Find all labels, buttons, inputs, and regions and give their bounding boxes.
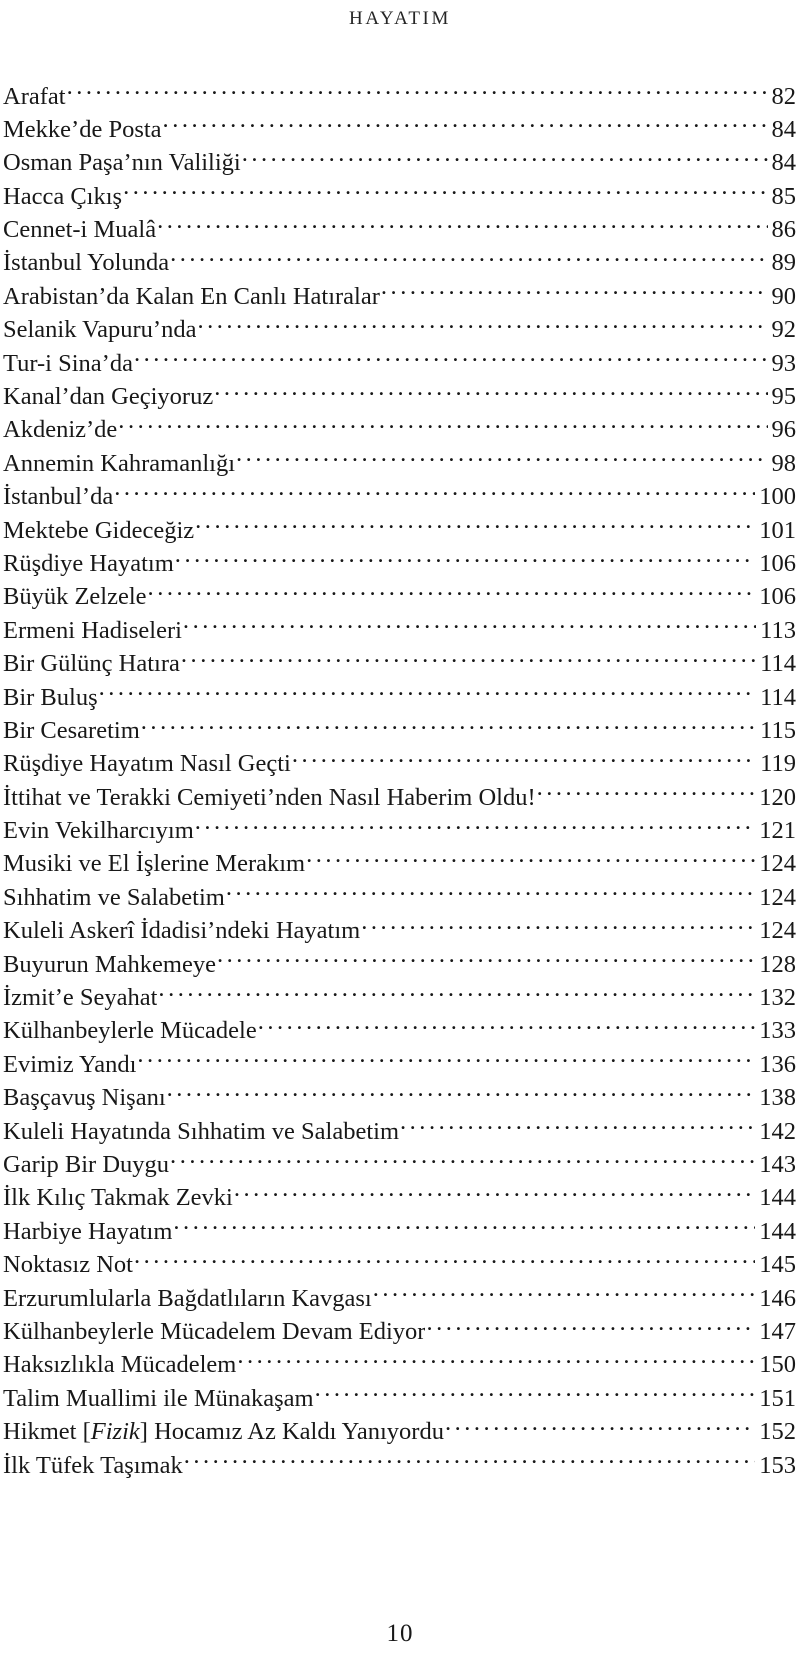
toc-entry[interactable]: [3, 1448, 796, 1481]
toc-entry-page-number: 136: [759, 1050, 796, 1078]
toc-entry-page-number: 120: [759, 783, 796, 811]
toc-dot-leader: [400, 1114, 755, 1139]
toc-dot-leader: [170, 1148, 755, 1173]
toc-entry-page-number: 146: [759, 1284, 796, 1312]
toc-entry-title: Osman Paşa’nın Valiliği: [3, 149, 241, 177]
toc-entry-page-number: 128: [759, 950, 796, 978]
toc-dot-leader: [537, 780, 756, 805]
toc-entry-title: Hikmet [Fizik] Hocamız Az Kaldı Yanıyordu: [3, 1418, 444, 1446]
toc-entry-page-number: 85: [771, 182, 796, 210]
toc-dot-leader: [197, 313, 767, 338]
toc-entry-page-number: 98: [771, 449, 796, 477]
toc-entry-page-number: 100: [759, 483, 796, 511]
toc-entry-page-number: 124: [759, 883, 796, 911]
toc-entry-page-number: 151: [759, 1384, 796, 1412]
toc-entry-title: Evimiz Yandı: [3, 1050, 137, 1078]
toc-entry-page-number: 95: [771, 383, 796, 411]
toc-entry-page-number: 133: [759, 1017, 796, 1045]
toc-dot-leader: [67, 79, 768, 104]
toc-dot-leader: [99, 680, 757, 705]
toc-entry[interactable]: [3, 713, 796, 746]
toc-entry[interactable]: [3, 947, 796, 980]
toc-entry-title: Musiki ve El İşlerine Merakım: [3, 850, 306, 878]
toc-entry[interactable]: [3, 1248, 796, 1281]
toc-entry[interactable]: [3, 313, 796, 346]
toc-entry-page-number: 147: [759, 1317, 796, 1345]
toc-entry-page-number: 84: [771, 115, 796, 143]
toc-entry[interactable]: [3, 780, 796, 813]
toc-entry[interactable]: [3, 1114, 796, 1147]
toc-entry-page-number: 84: [771, 149, 796, 177]
toc-entry-title: Haksızlıkla Mücadelem: [3, 1351, 237, 1379]
toc-entry-title: Kanal’dan Geçiyoruz: [3, 383, 214, 411]
table-of-contents: [3, 79, 796, 1481]
toc-entry-title: Evin Vekilharcıyım: [3, 817, 194, 845]
toc-entry-page-number: 138: [759, 1084, 796, 1112]
toc-entry-page-number: 144: [759, 1217, 796, 1245]
toc-dot-leader: [445, 1415, 755, 1440]
toc-entry-title: Annemin Kahramanlığı: [3, 449, 236, 477]
toc-entry-title: Akdeniz’de: [3, 416, 118, 444]
toc-entry[interactable]: [3, 279, 796, 312]
toc-entry-page-number: 114: [760, 683, 796, 711]
toc-entry[interactable]: [3, 1081, 796, 1114]
toc-dot-leader: [306, 847, 755, 872]
toc-dot-leader: [175, 546, 755, 571]
toc-entry-title: Kuleli Askerî İdadisi’ndeki Hayatım: [3, 917, 361, 945]
toc-dot-leader: [118, 413, 767, 438]
toc-dot-leader: [361, 914, 755, 939]
toc-dot-leader: [157, 213, 767, 238]
toc-dot-leader: [292, 747, 756, 772]
toc-dot-leader: [163, 112, 768, 137]
toc-dot-leader: [134, 346, 768, 371]
toc-entry-page-number: 153: [759, 1451, 796, 1479]
toc-entry[interactable]: [3, 880, 796, 913]
toc-entry-page-number: 101: [759, 516, 796, 544]
toc-entry-title: Arafat: [3, 82, 66, 110]
toc-entry[interactable]: [3, 747, 796, 780]
toc-entry-title: Buyurun Mahkemeye: [3, 950, 216, 978]
toc-entry-page-number: 106: [759, 583, 796, 611]
toc-entry-title: Cennet-i Mualâ: [3, 216, 157, 244]
toc-entry-title: Bir Gülünç Hatıra: [3, 650, 180, 678]
toc-entry-title: İlk Kılıç Takmak Zevki: [3, 1184, 233, 1212]
toc-entry-title: Külhanbeylerle Mücadelem Devam Ediyor: [3, 1317, 426, 1345]
toc-entry-page-number: 124: [759, 850, 796, 878]
toc-entry-page-number: 96: [771, 416, 796, 444]
toc-dot-leader: [141, 713, 756, 738]
toc-entry[interactable]: [3, 380, 796, 413]
toc-entry[interactable]: [3, 179, 796, 212]
toc-entry-page-number: 143: [759, 1151, 796, 1178]
toc-dot-leader: [158, 981, 755, 1006]
page-number-folio: 10: [386, 1620, 414, 1647]
toc-dot-leader: [426, 1314, 755, 1339]
toc-entry[interactable]: [3, 1281, 796, 1314]
toc-entry-page-number: 115: [760, 716, 796, 744]
toc-entry[interactable]: [3, 546, 796, 579]
toc-entry[interactable]: [3, 580, 796, 613]
toc-entry-title: Bir Buluş: [3, 683, 98, 711]
toc-dot-leader: [381, 279, 768, 304]
toc-entry-title: Rüşdiye Hayatım Nasıl Geçti: [3, 750, 291, 778]
toc-entry[interactable]: [3, 1415, 796, 1448]
toc-entry-title: Büyük Zelzele: [3, 583, 147, 611]
toc-entry-title: Hacca Çıkış: [3, 182, 123, 210]
toc-entry[interactable]: [3, 914, 796, 947]
toc-entry[interactable]: [3, 480, 796, 513]
toc-entry-page-number: 86: [771, 216, 796, 244]
toc-dot-leader: [114, 480, 755, 505]
toc-entry[interactable]: [3, 1181, 796, 1214]
toc-dot-leader: [226, 880, 755, 905]
toc-entry-title: Harbiye Hayatım: [3, 1217, 173, 1245]
toc-entry[interactable]: [3, 79, 796, 112]
toc-dot-leader: [181, 647, 756, 672]
toc-dot-leader: [214, 380, 767, 405]
toc-entry[interactable]: [3, 680, 796, 713]
toc-dot-leader: [167, 1081, 756, 1106]
toc-entry[interactable]: [3, 213, 796, 246]
toc-entry-title: İzmit’e Seyahat: [3, 984, 158, 1012]
toc-dot-leader: [137, 1047, 755, 1072]
toc-entry-title: Sıhhatim ve Salabetim: [3, 883, 225, 911]
toc-entry[interactable]: [3, 346, 796, 379]
toc-entry[interactable]: [3, 1314, 796, 1347]
toc-dot-leader: [183, 613, 756, 638]
toc-dot-leader: [184, 1448, 756, 1473]
toc-entry[interactable]: [3, 413, 796, 446]
toc-entry-title: Kuleli Hayatında Sıhhatim ve Salabetim: [3, 1117, 399, 1145]
toc-entry-page-number: 144: [759, 1184, 796, 1212]
toc-entry[interactable]: [3, 613, 796, 646]
toc-dot-leader: [195, 513, 755, 538]
toc-dot-leader: [123, 179, 767, 204]
toc-entry-page-number: 150: [759, 1351, 796, 1379]
toc-entry-title: İlk Tüfek Taşımak: [3, 1451, 183, 1479]
toc-dot-leader: [242, 146, 768, 171]
toc-entry[interactable]: [3, 1348, 796, 1381]
toc-entry-page-number: 90: [771, 282, 796, 310]
toc-entry-page-number: 93: [771, 349, 796, 377]
toc-entry-page-number: 106: [759, 549, 796, 577]
toc-entry-page-number: 92: [771, 316, 796, 344]
toc-entry-page-number: 119: [760, 750, 796, 778]
toc-entry[interactable]: [3, 1214, 796, 1247]
toc-entry-title: Mekke’de Posta: [3, 115, 162, 143]
toc-entry-title: İttihat ve Terakki Cemiyeti’nden Nasıl Haberim Oldu!: [3, 783, 536, 811]
toc-entry-page-number: 145: [759, 1251, 796, 1279]
toc-entry-page-number: 142: [759, 1117, 796, 1145]
toc-entry-title: Erzurumlularla Bağdatlıların Kavgası: [3, 1284, 372, 1312]
toc-dot-leader: [236, 446, 767, 471]
toc-entry-title: Arabistan’da Kalan En Canlı Hatıralar: [3, 282, 380, 310]
toc-entry-title: İstanbul Yolunda: [3, 249, 170, 277]
toc-entry-page-number: 124: [759, 917, 796, 945]
toc-entry[interactable]: [3, 1381, 796, 1414]
toc-entry-title: Selanik Vapuru’nda: [3, 316, 197, 344]
toc-entry[interactable]: [3, 146, 796, 179]
toc-entry[interactable]: [3, 513, 796, 546]
toc-entry-title: Bir Cesaretim: [3, 716, 140, 744]
toc-dot-leader: [258, 1014, 756, 1039]
toc-dot-leader: [148, 580, 756, 605]
toc-dot-leader: [170, 246, 767, 271]
toc-entry-title: Mektebe Gideceğiz: [3, 516, 195, 544]
toc-dot-leader: [173, 1214, 755, 1239]
toc-entry[interactable]: [3, 1014, 796, 1047]
toc-entry-title: Başçavuş Nişanı: [3, 1084, 166, 1112]
toc-entry[interactable]: [3, 112, 796, 145]
toc-entry-title: Külhanbeylerle Mücadele: [3, 1017, 257, 1045]
toc-entry-title: Garip Bir Duygu: [3, 1151, 170, 1178]
toc-entry-title: Talim Muallimi ile Münakaşam: [3, 1384, 314, 1412]
toc-entry-page-number: 152: [759, 1418, 796, 1446]
toc-dot-leader: [134, 1248, 755, 1273]
toc-entry-page-number: 114: [760, 650, 796, 678]
toc-dot-leader: [373, 1281, 756, 1306]
toc-entry-page-number: 113: [760, 616, 796, 644]
toc-entry[interactable]: [3, 814, 796, 847]
toc-dot-leader: [315, 1381, 756, 1406]
toc-entry[interactable]: [3, 647, 796, 680]
toc-entry-title: Tur-i Sina’da: [3, 349, 133, 377]
toc-dot-leader: [195, 814, 756, 839]
toc-entry[interactable]: [3, 847, 796, 880]
toc-entry[interactable]: [3, 446, 796, 479]
toc-entry-title: Noktasız Not: [3, 1251, 133, 1279]
toc-entry-title: Ermeni Hadiseleri: [3, 616, 182, 644]
toc-entry-title: İstanbul’da: [3, 483, 114, 511]
toc-entry-page-number: 132: [759, 984, 796, 1012]
toc-dot-leader: [234, 1181, 755, 1206]
toc-entry-title: Rüşdiye Hayatım: [3, 549, 174, 577]
toc-entry-page-number: 121: [759, 817, 796, 845]
running-header: HAYATIM: [349, 8, 451, 29]
toc-entry[interactable]: [3, 1047, 796, 1080]
toc-entry[interactable]: [3, 981, 796, 1014]
toc-entry[interactable]: [3, 246, 796, 279]
toc-dot-leader: [217, 947, 755, 972]
toc-entry-page-number: 82: [771, 82, 796, 110]
toc-entry[interactable]: [3, 1148, 796, 1181]
toc-dot-leader: [237, 1348, 755, 1373]
toc-entry-page-number: 89: [771, 249, 796, 277]
